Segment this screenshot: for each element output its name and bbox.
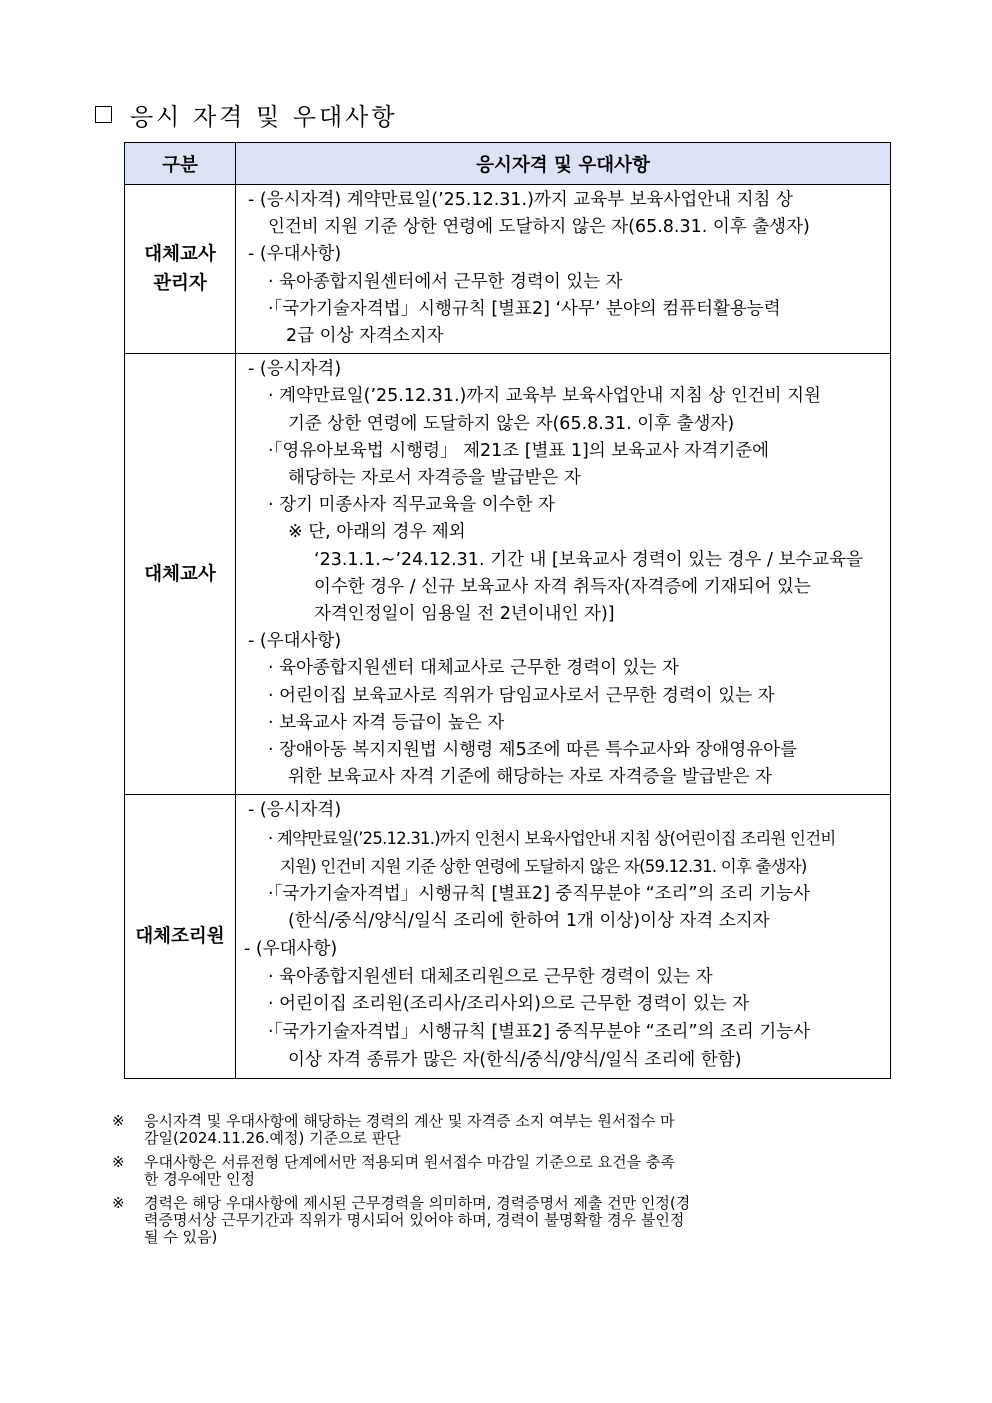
table-header-row: [125, 143, 891, 185]
text-line: ·「국가기술자격법」시행규칙 [별표2] ‘사무’ 분야의 컴퓨터활용능력: [268, 298, 781, 319]
text-line: 이상 자격 종류가 많은 자(한식/중식/양식/일식 조리에 한함): [288, 1049, 742, 1070]
category-cell: [125, 795, 236, 1078]
text-line: · 계약만료일(’25.12.31.)까지 교육부 보육사업안내 지침 상 인건비 지원: [268, 386, 821, 407]
table-row: [125, 795, 891, 1078]
category-label: 대체교사: [144, 563, 216, 585]
text-line: - (응시자격): [248, 800, 342, 821]
text-line: · 계약만료일(’25.12.31.)까지 인천시 보육사업안내 지침 상(어린이집 조리원 인건비: [268, 829, 836, 849]
category-label: 대체조리원: [135, 925, 225, 947]
category-label: 대체교사: [144, 244, 216, 266]
text-line: - (우대사항): [248, 244, 342, 265]
text-line: ※ 단, 아래의 경우 제외: [288, 522, 466, 543]
footnote-line: 력증명서상 근무기간과 직위가 명시되어 있어야 하며, 경력이 불명확할 경우 불인정: [144, 1212, 685, 1229]
footnote-line: 될 수 있음): [144, 1229, 218, 1246]
section-title-text: 응시 자격 및 우대사항: [130, 103, 398, 131]
text-line: 2급 이상 자격소지자: [286, 326, 444, 347]
reference-mark: ※: [112, 1112, 125, 1130]
text-line: 기준 상한 연령에 도달하지 않은 자(65.8.31. 이후 출생자): [288, 413, 735, 434]
header-requirements: 응시자격 및 우대사항: [236, 143, 891, 185]
text-line: 해당하는 자로서 자격증을 발급받은 자: [288, 468, 581, 489]
footnote-line: 감일(2024.11.26.예정) 기준으로 판단: [144, 1130, 401, 1147]
text-line: · 육아종합지원센터 대체교사로 근무한 경력이 있는 자: [268, 658, 679, 679]
category-cell: [125, 185, 236, 354]
footnote: [112, 1113, 892, 1147]
footnote-line: 응시자격 및 우대사항에 해당하는 경력의 계산 및 자격증 소지 여부는 원서접수 마: [144, 1113, 675, 1130]
table-row: [125, 185, 891, 354]
text-line: · 보육교사 자격 등급이 높은 자: [268, 712, 505, 733]
text-line: 지원) 인건비 지원 기준 상한 연령에 도달하지 않은 자(59.12.31. 이후 출생자): [280, 856, 807, 876]
text-line: · 장기 미종사자 직무교육을 이수한 자: [268, 495, 555, 516]
text-line: ·「영유아보육법 시행령」 제21조 [별표 1]의 보육교사 자격기준에: [268, 440, 770, 461]
section-title: [95, 97, 398, 132]
text-line: (한식/중식/양식/일식 조리에 한하여 1개 이상)이상 자격 소지자: [288, 911, 770, 932]
footnote: [112, 1195, 892, 1246]
footnote-line: 경력은 해당 우대사항에 제시된 근무경력을 의미하며, 경력증명서 제출 건만 인정(경: [144, 1195, 691, 1212]
text-line: 위한 보육교사 자격 기준에 해당하는 자로 자격증을 발급받은 자: [288, 767, 773, 788]
text-line: · 어린이집 보육교사로 직위가 담임교사로서 근무한 경력이 있는 자: [268, 685, 775, 706]
text-line: - (응시자격): [248, 359, 342, 380]
text-line: ·「국가기술자격법」시행규칙 [별표2] 중직무분야 “조리”의 조리 기능사: [268, 1022, 811, 1043]
reference-mark: ※: [112, 1153, 125, 1171]
category-cell: [125, 354, 236, 795]
footnote-line: 우대사항은 서류전형 단계에서만 적용되며 원서접수 마감일 기준으로 요건을 충족: [144, 1154, 675, 1171]
text-line: · 장애아동 복지지원법 시행령 제5조에 따른 특수교사와 장애영유아를: [268, 740, 797, 761]
text-line: - (우대사항): [248, 631, 342, 652]
text-line: 이수한 경우 / 신규 보육교사 자격 취득자(자격증에 기재되어 있는: [314, 576, 811, 597]
header-category: 구분: [125, 143, 236, 185]
text-line: 인건비 지원 기준 상한 연령에 도달하지 않은 자(65.8.31. 이후 출생자): [268, 217, 810, 238]
checkbox-icon: [95, 106, 112, 123]
text-line: ‘23.1.1.~’24.12.31. 기간 내 [보육교사 경력이 있는 경우 / 보수교육을: [314, 549, 863, 570]
reference-mark: ※: [112, 1194, 125, 1212]
text-line: · 육아종합지원센터 대체조리원으로 근무한 경력이 있는 자: [268, 966, 713, 987]
requirements-cell: [236, 795, 891, 1078]
text-line: · 육아종합지원센터에서 근무한 경력이 있는 자: [268, 271, 623, 292]
requirements-cell: [236, 354, 891, 795]
table-row: [125, 354, 891, 795]
text-line: · 어린이집 조리원(조리사/조리사외)으로 근무한 경력이 있는 자: [268, 994, 750, 1015]
requirements-cell: [236, 185, 891, 354]
category-label: 관리자: [153, 273, 207, 295]
text-line: - (응시자격) 계약만료일(’25.12.31.)까지 교육부 보육사업안내 지침 상: [248, 190, 793, 210]
footnote: [112, 1154, 892, 1188]
requirements-table: [124, 142, 891, 1079]
text-line: - (우대사항): [244, 938, 338, 959]
text-line: 자격인정일이 임용일 전 2년이내인 자)]: [314, 604, 615, 625]
text-line: ·「국가기술자격법」시행규칙 [별표2] 중직무분야 “조리”의 조리 기능사: [268, 883, 811, 904]
footnote-line: 한 경우에만 인정: [144, 1171, 255, 1188]
